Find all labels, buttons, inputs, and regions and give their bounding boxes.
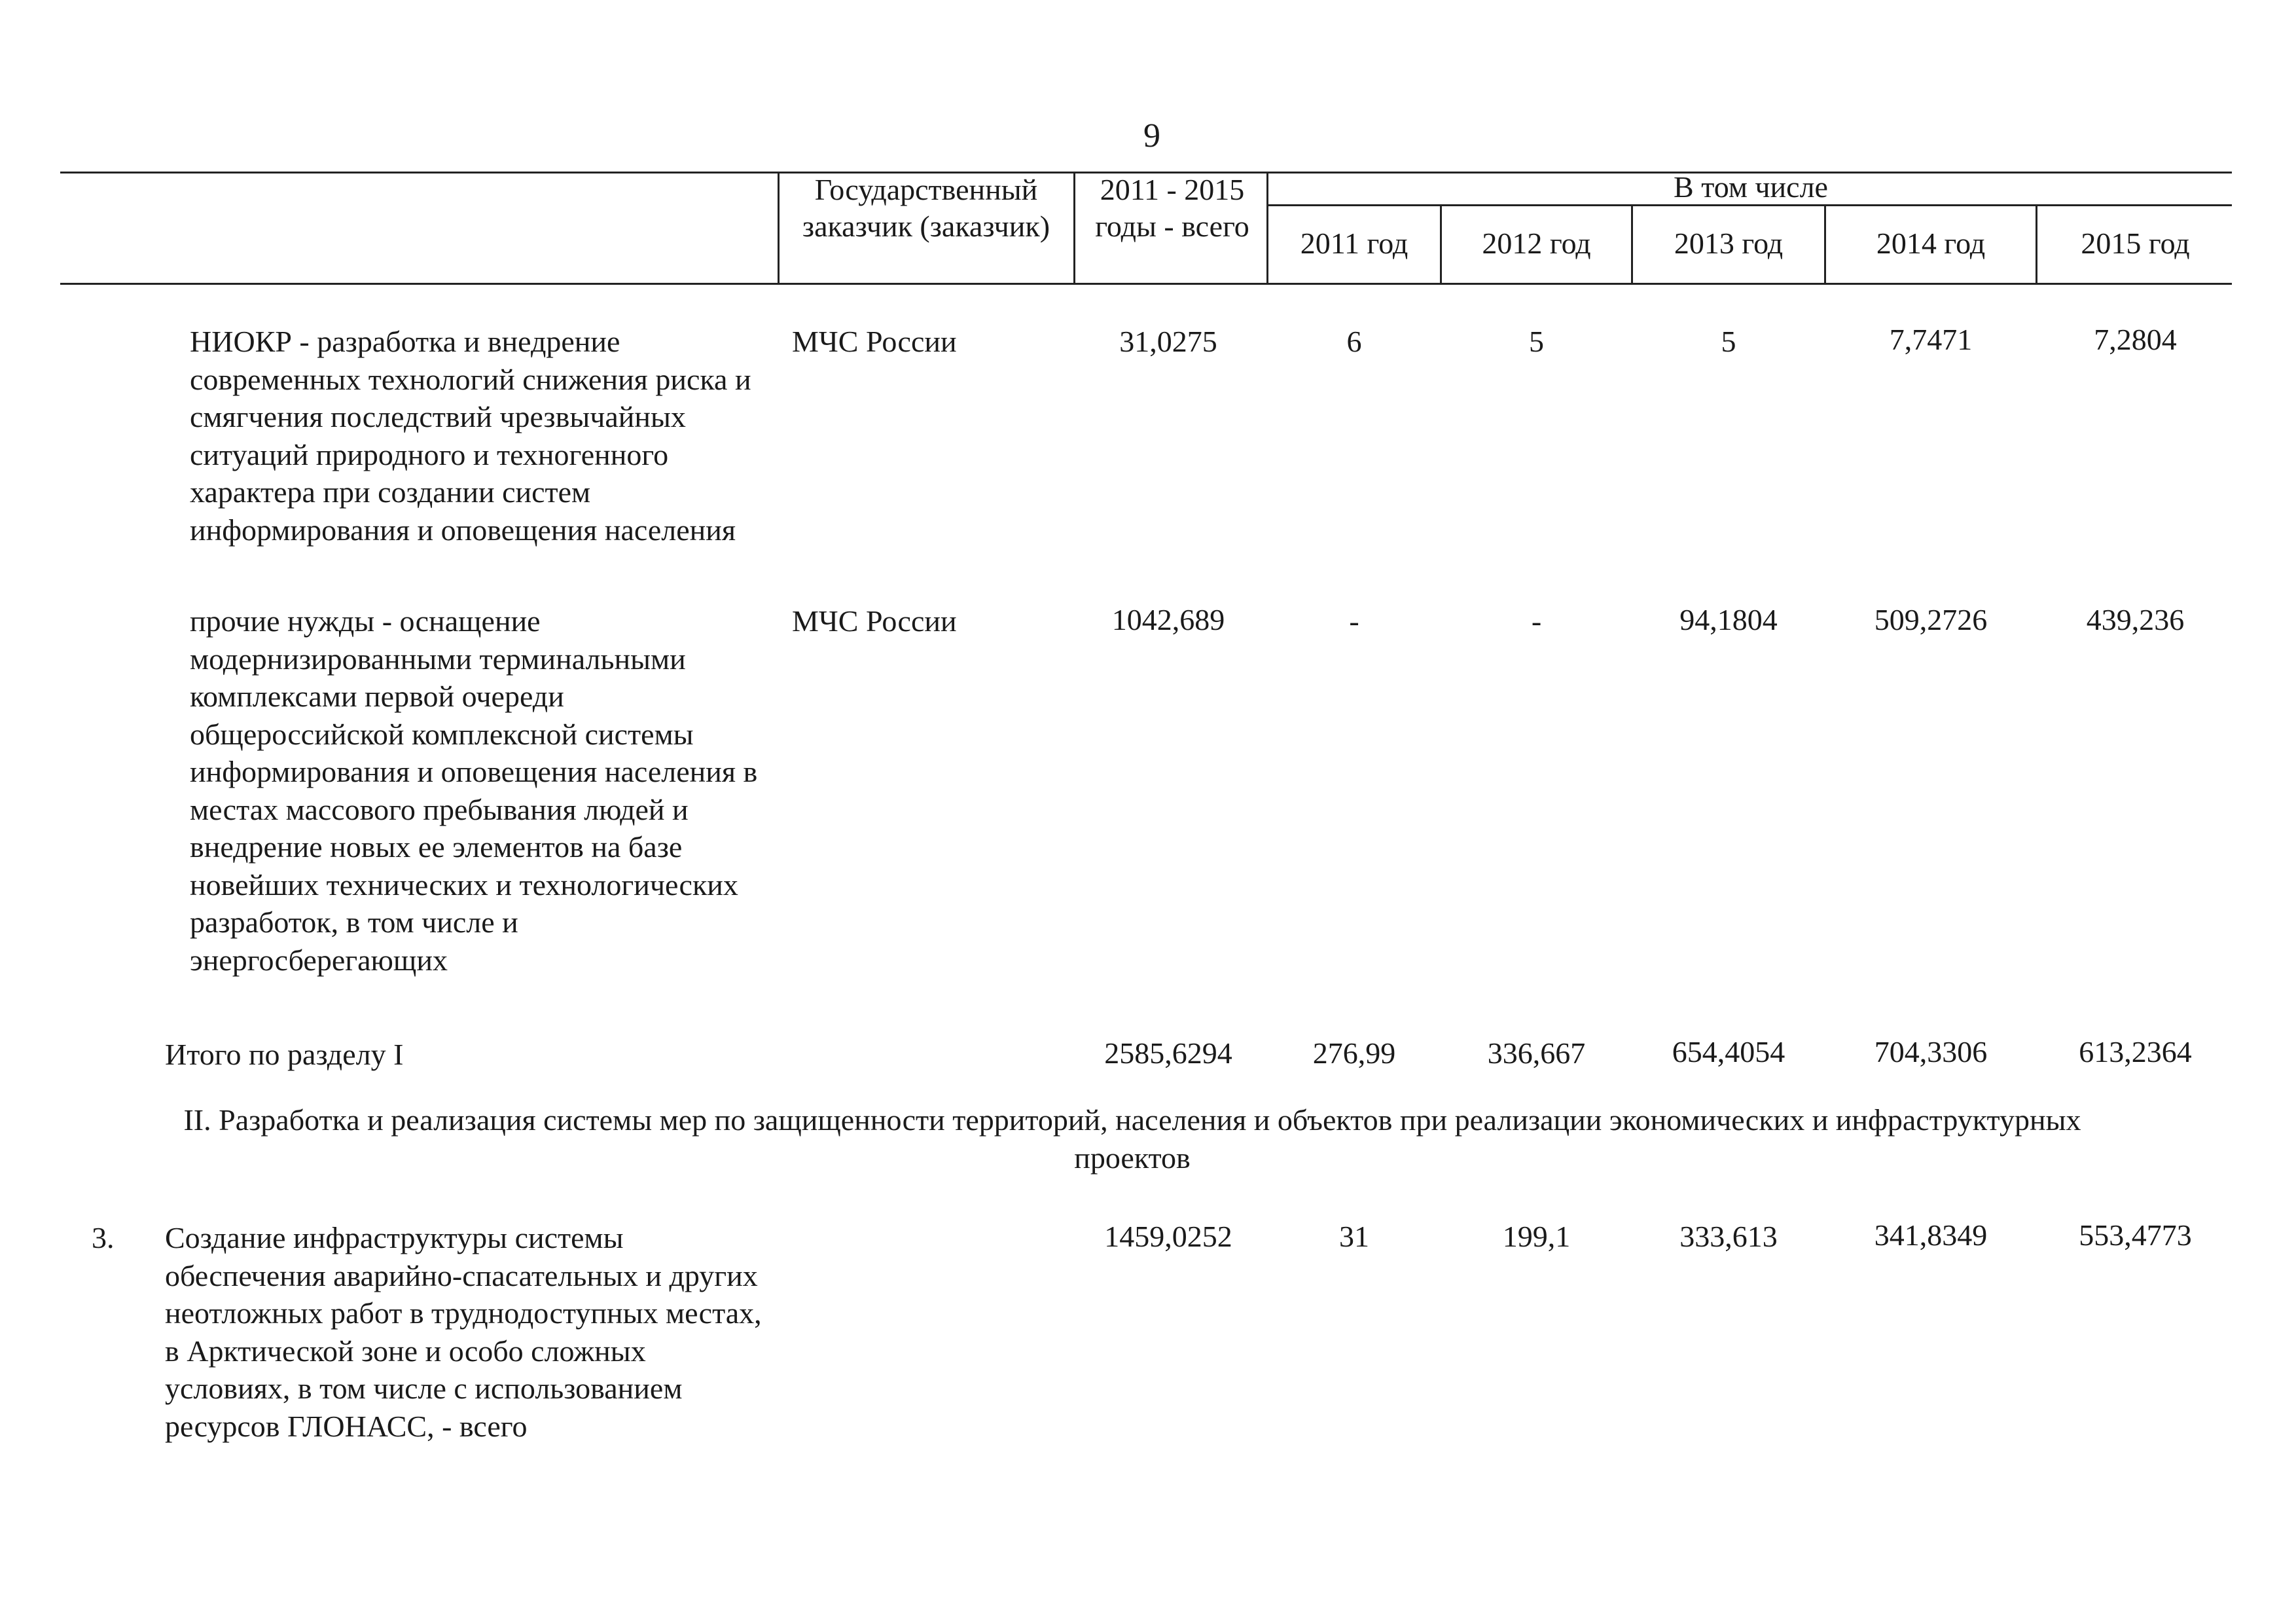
row-description: Создание инфраструктуры системы обеспечения аварийно-спасательных и других неотложных работ в труднодоступных местах, в Арктической зоне и особо сложных условиях, в том числе с использованием ресурсов ГЛОНАСС, - всего <box>165 1221 762 1443</box>
row-value-2012: - <box>1531 604 1542 638</box>
row-total: 2585,6294 <box>1104 1036 1232 1070</box>
column-divider <box>1631 204 1633 284</box>
row-value-2014: 341,8349 <box>1874 1218 1988 1252</box>
column-divider <box>1440 204 1442 284</box>
row-number: 3. <box>92 1221 115 1254</box>
page-number: 9 <box>1143 117 1160 155</box>
column-divider <box>778 172 780 284</box>
row-description: прочие нужды - оснащение модернизированными терминальными комплексами первой очереди общероссийской комплексной системы информирования и оповещения населения в местах массового пребывания людей и внедрение новых ее элементов на базе новейших технических и технологических разработок, в том числе и энергосберегающих <box>190 604 758 977</box>
row-value-2012: 336,667 <box>1487 1036 1586 1070</box>
row-total: 1459,0252 <box>1104 1220 1232 1253</box>
header-total: 2011 - 2015 годы - всего <box>1095 173 1249 243</box>
row-value-2013: 5 <box>1721 325 1736 358</box>
header-bottom-rule <box>60 283 2232 285</box>
row-value-2013: 333,613 <box>1679 1220 1778 1253</box>
row-value-2015: 613,2364 <box>2079 1035 2192 1068</box>
header-year-2013: 2013 год <box>1674 227 1784 260</box>
row-value-2011: 276,99 <box>1312 1036 1396 1070</box>
header-year-2015: 2015 год <box>2081 227 2190 260</box>
section-title: II. Разработка и реализация системы мер по защищенности территорий, населения и объектов при реализации экономических и инфраструктурных проектов <box>183 1103 2081 1175</box>
header-year-2014: 2014 год <box>1876 227 1986 260</box>
row-value-2012: 5 <box>1529 325 1544 358</box>
row-description: НИОКР - разработка и внедрение современных технологий снижения риска и смягчения последствий чрезвычайных ситуаций природного и техногенного характера при создании систем информирования и оповещения населения <box>190 325 751 547</box>
header-including: В том числе <box>1674 170 1828 204</box>
header-customer: Государственный заказчик (заказчик) <box>802 173 1050 243</box>
column-divider <box>1266 172 1268 284</box>
row-total: 1042,689 <box>1111 603 1225 636</box>
row-value-2013: 654,4054 <box>1672 1035 1785 1068</box>
row-value-2013: 94,1804 <box>1679 603 1778 636</box>
header-year-2012: 2012 год <box>1482 227 1591 260</box>
row-value-2012: 199,1 <box>1502 1220 1571 1253</box>
row-customer: МЧС России <box>792 325 957 358</box>
section-total-label: Итого по разделу I <box>165 1038 404 1071</box>
header-year-2011: 2011 год <box>1300 227 1408 260</box>
row-value-2015: 439,236 <box>2086 603 2185 636</box>
row-total: 31,0275 <box>1119 325 1217 358</box>
row-value-2014: 7,7471 <box>1889 323 1973 356</box>
row-value-2015: 553,4773 <box>2079 1218 2192 1252</box>
row-customer: МЧС России <box>792 604 957 638</box>
row-value-2011: 31 <box>1339 1220 1369 1253</box>
row-value-2015: 7,2804 <box>2094 323 2177 356</box>
column-divider <box>2036 204 2037 284</box>
column-divider <box>1073 172 1075 284</box>
column-divider <box>1824 204 1826 284</box>
row-value-2011: - <box>1349 604 1359 638</box>
row-value-2014: 704,3306 <box>1874 1035 1988 1068</box>
row-value-2014: 509,2726 <box>1874 603 1988 636</box>
row-value-2011: 6 <box>1346 325 1362 358</box>
